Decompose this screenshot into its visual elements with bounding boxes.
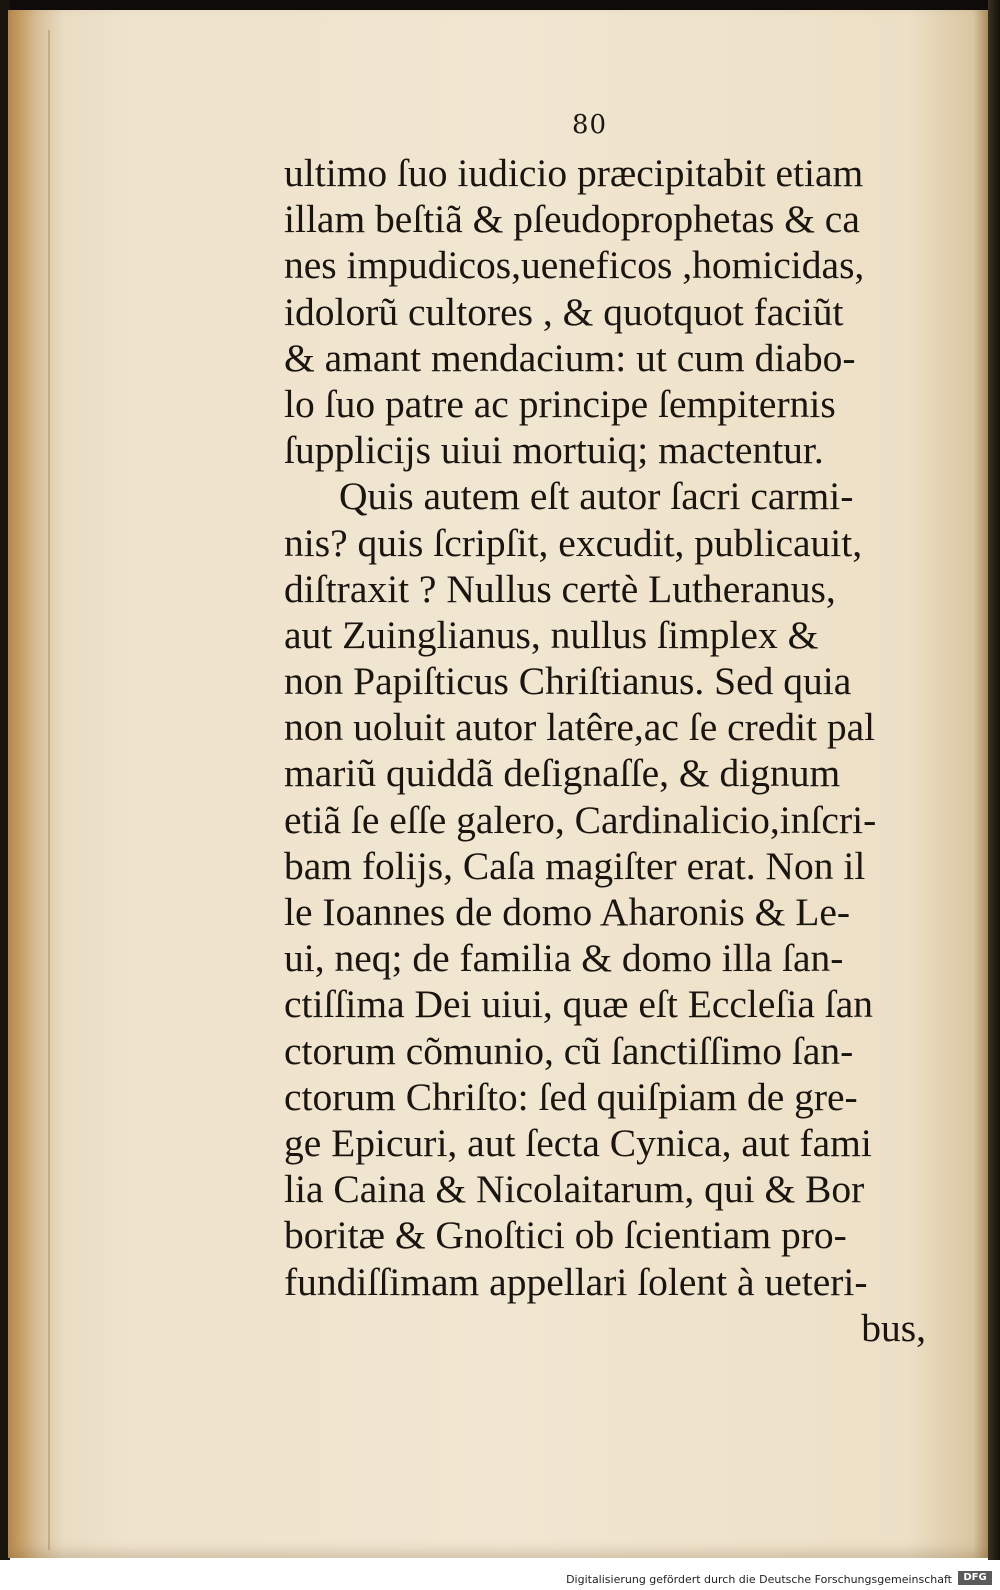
text-line: fundiſſimam appellari ſolent à ueteri- bbox=[284, 1259, 868, 1304]
text-line: Quis autem eſt autor ſacri carmi- bbox=[339, 474, 854, 519]
body-text bbox=[284, 150, 934, 1351]
page-number: 80 bbox=[572, 110, 608, 140]
text-line: ge Epicuri, aut ſecta Cynica, aut fami bbox=[284, 1120, 872, 1165]
catchword: bus, bbox=[861, 1305, 926, 1350]
dfg-logo-icon: DFG bbox=[958, 1571, 992, 1585]
text-line: ctiſſima Dei uiui, quæ eſt Eccleſia ſan bbox=[284, 982, 874, 1027]
text-line: lia Caina & Nicolaitarum, qui & Bor bbox=[284, 1167, 865, 1212]
digitization-credit: Digitalisierung gefördert durch die Deutsche Forschungsgemeinschaft bbox=[566, 1573, 952, 1586]
page-gutter bbox=[48, 30, 50, 1550]
text-line: nes impudicos,ueneficos ,homicidas, bbox=[284, 243, 865, 288]
text-line: ctorum Chriſto: ſed quiſpiam de gre- bbox=[284, 1074, 858, 1119]
text-line: non uoluit autor latêre,ac ſe credit pal bbox=[284, 705, 876, 750]
text-line: idolorũ cultores , & quotquot faciũt bbox=[284, 289, 844, 334]
text-line: ctorum cõmunio, cũ ſanctiſſimo ſan- bbox=[284, 1028, 854, 1073]
text-line: bam folijs, Caſa magiſter erat. Non il bbox=[284, 843, 866, 888]
text-line: le Ioannes de domo Aharonis & Le- bbox=[284, 890, 851, 934]
page-fore-edge bbox=[988, 0, 1000, 1560]
text-line: ultimo ſuo iudicio præcipitabit etiam bbox=[284, 151, 864, 195]
text-line: ui, neq; de familia & domo illa ſan- bbox=[284, 936, 844, 981]
text-line: mariũ quiddã deſignaſſe, & dignum bbox=[284, 751, 841, 796]
text-line: & amant mendacium: ut cum diabo- bbox=[284, 335, 856, 380]
text-line: boritæ & Gnoſtici ob ſcientiam pro- bbox=[284, 1213, 847, 1258]
text-line: illam beſtiã & pſeudoprophetas & ca bbox=[284, 197, 860, 242]
text-line: ſupplicijs uiui mortuiq; mactentur. bbox=[284, 428, 824, 473]
text-line: non Papiſticus Chriſtianus. Sed quia bbox=[284, 659, 852, 704]
text-line: lo ſuo patre ac principe ſempiternis bbox=[284, 381, 836, 426]
text-line: nis? quis ſcripſit, excudit, publicauit, bbox=[284, 520, 863, 565]
text-line: etiã ſe eſſe galero, Cardinalicio,inſcri- bbox=[284, 797, 877, 842]
scan-top-edge bbox=[0, 0, 1000, 10]
text-line: aut Zuinglianus, nullus ſimplex & bbox=[284, 612, 819, 657]
text-line: diſtraxit ? Nullus certè Lutheranus, bbox=[284, 566, 836, 611]
